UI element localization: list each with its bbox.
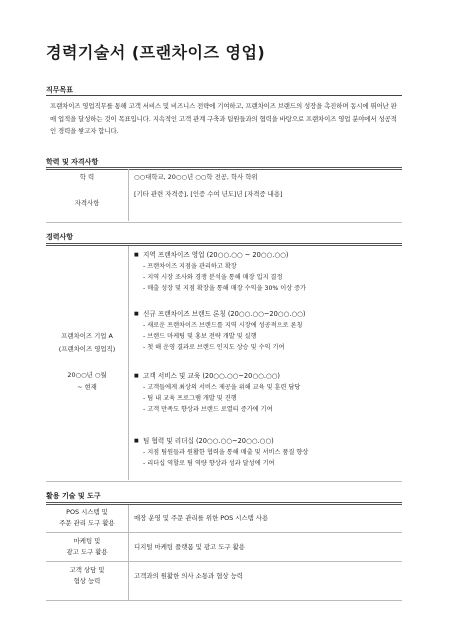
certificate-value: [기타 관련 자격증], [인증 수여 년도]년 [자격증 내용] [134, 190, 283, 198]
certificate-label: 자격사항 [74, 199, 100, 207]
role-title: ■ 고객 서비스 및 교육 (20○○.○○~20○○.○○) [134, 372, 281, 380]
tool-value: 디지털 마케팅 플랫폼 및 광고 도구 활용 [134, 543, 245, 551]
tool-label: 협상 능력 [73, 577, 101, 585]
employment-period-end: ~ 현재 [77, 383, 97, 391]
role-duty-item: - 고객들에게 최상의 서비스 제공을 위해 교육 및 훈련 담당 [143, 384, 301, 391]
column-divider [128, 169, 129, 221]
role-duty-item: - 프랜차이즈 지점을 관리하고 확장 [143, 263, 237, 270]
tool-value: 매장 운영 및 주문 관리를 위한 POS 시스템 사용 [134, 514, 269, 522]
role-duties [134, 261, 404, 294]
page-title: 경력기술서 (프랜차이즈 영업) [46, 43, 266, 62]
education-value: ○○대학교, 20○○년 ○○학 전공, 학사 학위 [134, 173, 258, 181]
tool-value: 고객과의 원활한 의사 소통과 협상 능력 [134, 572, 243, 580]
education-label: 학 력 [79, 173, 95, 181]
square-bullet-icon: ■ [134, 438, 139, 444]
role-duty-item: - 첫 해 운영 결과로 브랜드 인지도 상승 및 수익 기여 [143, 344, 285, 351]
role-duties [134, 382, 404, 415]
square-bullet-icon: ■ [134, 373, 139, 379]
role-title: ■ 지역 프랜차이즈 영업 (20○○.○○ ~ 20○○.○○) [134, 251, 289, 259]
job-position: (프랜차이즈 영업직) [58, 345, 116, 353]
section-divider [46, 502, 402, 505]
company-name: 프랜차이즈 기업 A [61, 332, 113, 340]
role-block [134, 250, 404, 294]
role-title: ■ 팀 협력 및 리더십 (20○○.○○~20○○.○○) [134, 437, 274, 445]
role-duties [134, 320, 404, 353]
role-duties [134, 447, 404, 469]
square-bullet-icon: ■ [134, 311, 139, 317]
square-bullet-icon: ■ [134, 252, 139, 258]
row-divider [46, 561, 402, 562]
column-divider [128, 505, 129, 600]
section-divider [46, 167, 402, 170]
section-divider [46, 95, 402, 96]
career-heading: 경력사항 [46, 233, 74, 241]
role-duty-item: - 고객 만족도 향상과 브랜드 로열티 증가에 기여 [143, 406, 273, 413]
objective-heading: 직무목표 [46, 86, 74, 94]
tool-label: 마케팅 및 [73, 537, 101, 545]
tool-label: 고객 상담 및 [69, 566, 105, 574]
role-block [134, 371, 404, 415]
role-duty-item: - 매출 성장 및 지점 확장을 통해 매장 수익을 30% 이상 증가 [143, 285, 307, 292]
tool-label: POS 시스템 및 [66, 508, 108, 516]
role-duty-item: - 지점 팀원들과 원활한 협력을 통해 매출 및 서비스 품질 향상 [143, 449, 309, 456]
role-block [134, 436, 404, 469]
table-bottom-border [46, 600, 402, 601]
row-divider [46, 532, 402, 533]
tool-label: 광고 도구 활용 [66, 548, 108, 556]
role-duty-item: - 지역 시장 조사와 경쟁 분석을 통해 매장 입지 결정 [143, 274, 283, 281]
table-bottom-border [46, 222, 402, 223]
objective-text: 프랜차이즈 영업직무를 통해 고객 서비스 및 비즈니스 전략에 기여하고, 프랜차이즈 브랜드의 성장을 촉진하며 동시에 뛰어난 판매 업적을 달성하는 것이 목표입니다. 지속적인 고객 관계 구축과 팀원들과의 협력을 바탕으로 프랜차이즈 영업 분야에서 성공적인 경력을 쌓고자 합니다. [50, 102, 397, 135]
tool-label: 주문 관리 도구 활용 [59, 519, 115, 527]
employment-period: 20○○년 ○월 [67, 371, 107, 379]
role-duty-item: - 리더십 역할로 팀 역량 향상과 성과 달성에 기여 [143, 460, 275, 467]
education-heading: 학력 및 자격사항 [46, 158, 99, 166]
column-divider [128, 246, 129, 480]
tools-heading: 활용 기술 및 도구 [46, 492, 101, 500]
role-title: ■ 신규 프랜차이즈 브랜드 론칭 (20○○.○○~20○○.○○) [134, 310, 306, 318]
section-divider [46, 243, 402, 246]
table-bottom-border [46, 481, 402, 482]
role-block [134, 309, 404, 353]
role-duty-item: - 브랜드 마케팅 및 홍보 전략 개발 및 실행 [143, 333, 257, 340]
role-duty-item: - 팀 내 교육 프로그램 개발 및 진행 [143, 395, 237, 402]
role-duty-item: - 새로운 프랜차이즈 브랜드를 지역 시장에 성공적으로 론칭 [143, 322, 303, 329]
